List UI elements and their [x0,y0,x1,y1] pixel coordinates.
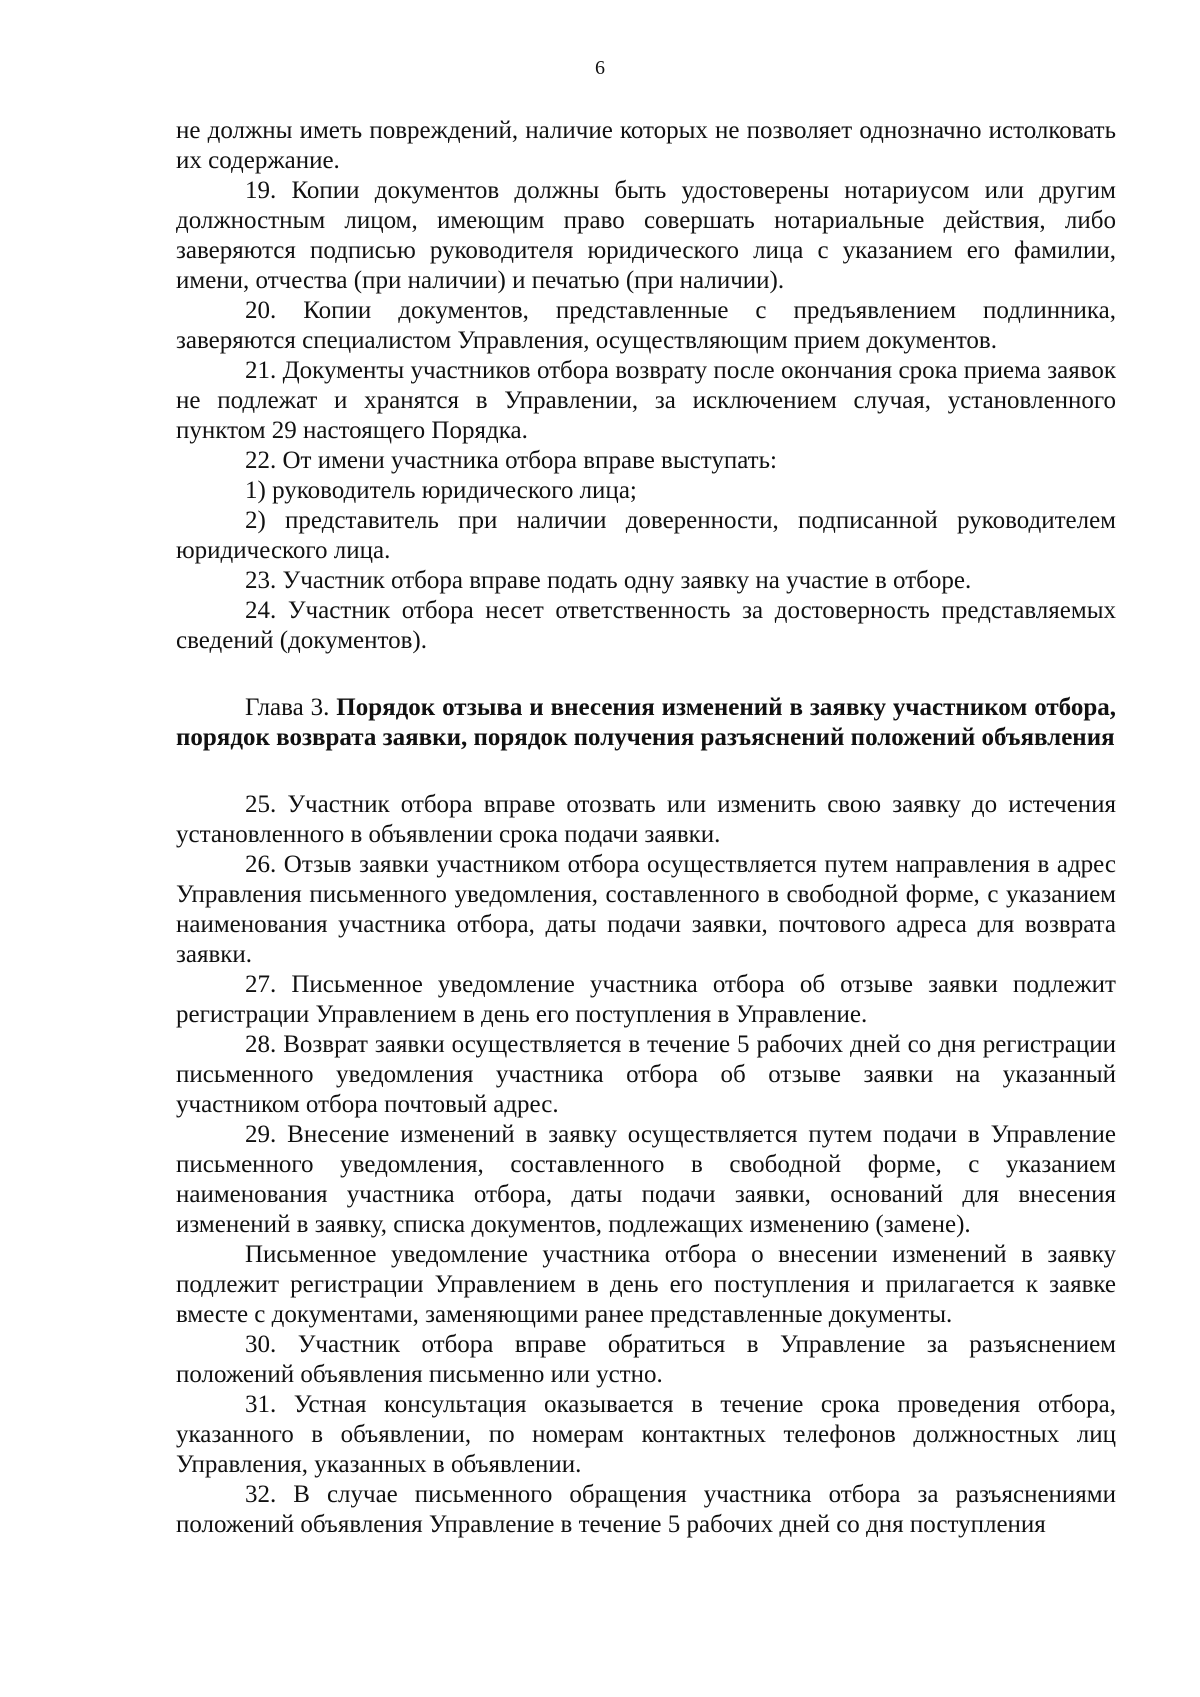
page-number: 6 [595,57,605,79]
chapter-prefix: Глава 3. [245,694,337,721]
paragraph: 26. Отзыв заявки участником отбора осуществляется путем направления в адрес Управления письменного уведомления, составленного в свободной форме, с указанием наименования участника отбора, даты подачи заявки, почтового адреса для возврата заявки. [176,851,1116,968]
paragraph: 27. Письменное уведомление участника отбора об отзыве заявки подлежит регистрации Управлением в день его поступления в Управление. [176,971,1116,1028]
paragraph: 21. Документы участников отбора возврату после окончания срока приема заявок не подлежат и хранятся в Управлении, за исключением случая, установленного пунктом 29 настоящего Порядка. [176,357,1116,444]
paragraph: 19. Копии документов должны быть удостоверены нотариусом или другим должностным лицом, имеющим право совершать нотариальные действия, либо заверяются подписью руководителя юридического лица с указанием его фамилии, имени, отчества (при наличии) и печатью (при наличии). [176,177,1116,294]
paragraph: 28. Возврат заявки осуществляется в течение 5 рабочих дней со дня регистрации письменного уведомления участника отбора об отзыве заявки на указанный участником отбора почтовый адрес. [176,1031,1116,1118]
paragraph: 24. Участник отбора несет ответственность за достоверность представляемых сведений (документов). [176,597,1116,654]
paragraph: 25. Участник отбора вправе отозвать или изменить свою заявку до истечения установленного в объявлении срока подачи заявки. [176,791,1116,848]
paragraph: 20. Копии документов, представленные с предъявлением подлинника, заверяются специалистом Управления, осуществляющим прием документов. [176,297,1116,354]
chapter-heading [176,693,1116,753]
paragraph: не должны иметь повреждений, наличие которых не позволяет однозначно истолковать их содержание. [176,117,1116,174]
paragraph: 29. Внесение изменений в заявку осуществляется путем подачи в Управление письменного уведомления, составленного в свободной форме, с указанием наименования участника отбора, даты подачи заявки, оснований для внесения изменений в заявку, списка документов, подлежащих изменению (замене). [176,1121,1116,1238]
paragraph: 32. В случае письменного обращения участника отбора за разъяснениями положений объявления Управление в течение 5 рабочих дней со дня поступления [176,1481,1116,1538]
paragraph: 23. Участник отбора вправе подать одну заявку на участие в отборе. [245,567,972,594]
paragraphs-after-chapter [176,790,1116,1540]
paragraph: 1) руководитель юридического лица; [245,477,637,504]
paragraph: 2) представитель при наличии доверенности, подписанной руководителем юридического лица. [176,507,1116,564]
paragraphs-before-chapter [176,116,1116,656]
paragraph: 31. Устная консультация оказывается в течение срока проведения отбора, указанного в объявлении, по номерам контактных телефонов должностных лиц Управления, указанных в объявлении. [176,1391,1116,1478]
paragraph: Письменное уведомление участника отбора о внесении изменений в заявку подлежит регистрации Управлением в день его поступления и прилагается к заявке вместе с документами, заменяющими ранее представленные документы. [176,1241,1116,1328]
paragraph: 22. От имени участника отбора вправе выступать: [245,447,777,474]
chapter-title: Порядок отзыва и внесения изменений в заявку участником отбора, порядок возврата заявки, порядок получения разъяснений положений объявления [176,694,1116,751]
document-body [176,116,1116,1540]
paragraph: 30. Участник отбора вправе обратиться в Управление за разъяснением положений объявления письменно или устно. [176,1331,1116,1388]
